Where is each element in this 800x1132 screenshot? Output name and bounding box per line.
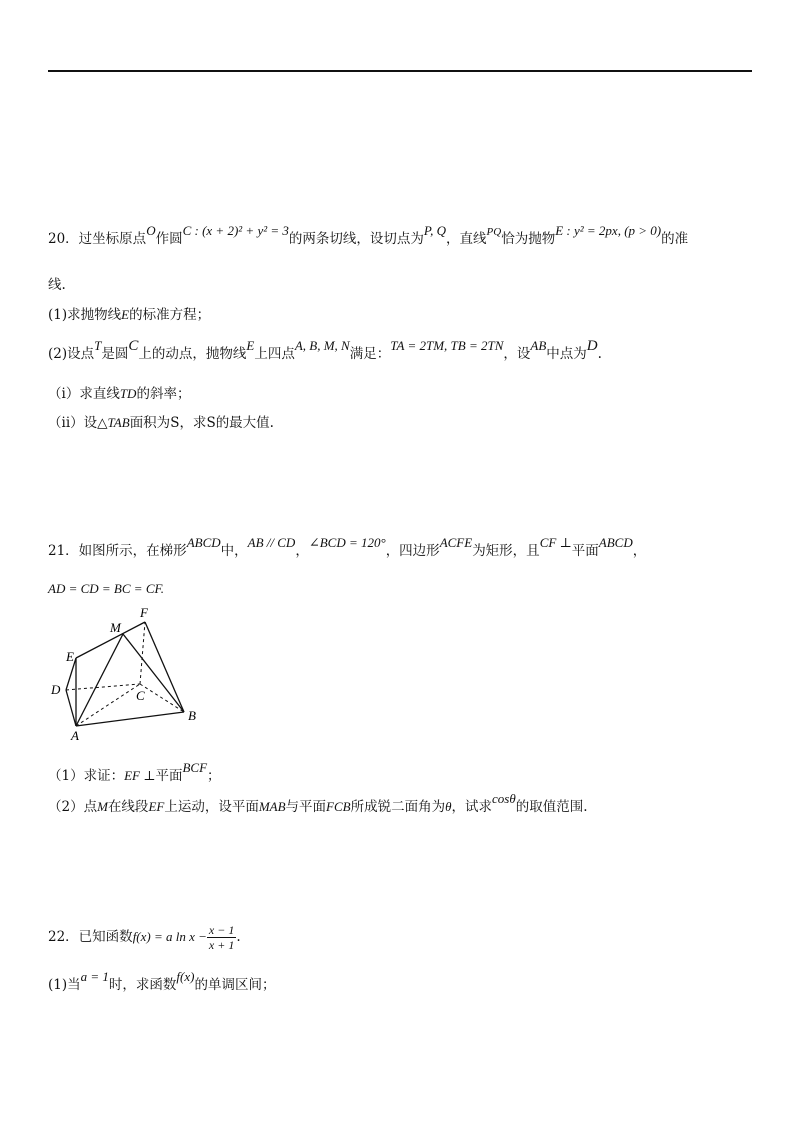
text: 的单调区间； <box>194 977 276 993</box>
q21-line1 <box>48 535 647 560</box>
label-d: D <box>51 682 61 697</box>
text: ，设 <box>503 346 531 362</box>
line-td: TD <box>119 386 137 401</box>
text: 是圆 <box>101 346 129 362</box>
point-m: M <box>97 799 108 814</box>
text: (1)求抛物线 <box>48 307 122 323</box>
edge-da <box>66 690 76 726</box>
q21-part2 <box>48 791 588 816</box>
edge-cf <box>140 622 145 684</box>
text: 与平面 <box>285 799 327 815</box>
cos-theta: cosθ <box>492 791 516 806</box>
text: 上运动，设平面 <box>164 799 259 815</box>
text: . <box>236 929 241 945</box>
edge-ab <box>76 712 184 726</box>
plane-fcb: FCB <box>326 799 351 814</box>
text: 的取值范围. <box>515 799 588 815</box>
text: (2)设点 <box>48 346 95 362</box>
text: . <box>597 346 602 362</box>
label-f: F <box>140 605 148 620</box>
q20-part2 <box>48 338 602 363</box>
segment-ef: EF <box>148 799 165 814</box>
text: ， <box>295 543 309 559</box>
text: 面积为 <box>129 415 171 431</box>
plane-mab: MAB <box>258 799 286 814</box>
trapezoid-abcd: ABCD <box>186 535 221 550</box>
point-d: D <box>586 338 598 354</box>
plane-bcf: BCF <box>182 760 208 775</box>
text: 时，求函数 <box>108 977 177 993</box>
text: ， <box>632 543 647 559</box>
header-rule <box>48 70 752 72</box>
plane-abcd: ABCD <box>598 535 633 550</box>
circle-c: C <box>128 338 139 354</box>
vector-condition: TA = 2TM, TB = 2TN <box>390 338 504 353</box>
text: ，求 <box>179 415 207 431</box>
text: ，四边形 <box>385 543 440 559</box>
q21-number: 21．如图所示，在梯形 <box>48 543 187 559</box>
label-c: C <box>136 688 145 703</box>
angle-condition: ∠BCD = 120° <box>308 535 386 550</box>
point-t: T <box>94 338 102 353</box>
text: 的标准方程； <box>129 307 211 323</box>
tangent-points: P, Q <box>423 223 447 238</box>
four-points: A, B, M, N <box>294 338 350 353</box>
parabola-e: E <box>246 338 255 353</box>
parallel-condition: AB // CD <box>247 535 296 550</box>
text: (1)当 <box>48 977 81 993</box>
point-o: O <box>146 223 156 238</box>
parabola-equation: E : y² = 2px, (p > 0) <box>555 223 662 238</box>
text: （ii）设△ <box>48 415 108 431</box>
text: 的两条切线，设切点为 <box>288 231 424 247</box>
fraction-denominator: x + 1 <box>208 938 235 952</box>
text: （1）求证： <box>48 768 125 784</box>
line-pq: PQ <box>486 226 502 238</box>
q22-line1 <box>48 922 241 952</box>
edge-dc <box>66 684 140 690</box>
edge-fb <box>145 622 184 712</box>
text: 的斜率； <box>136 386 191 402</box>
text: 满足： <box>349 346 391 362</box>
q20-line2: 线. <box>48 277 66 293</box>
q22-number: 22．已知函数 <box>48 929 133 945</box>
q20-line1 <box>48 223 689 249</box>
parabola-e: E <box>121 307 130 322</box>
text: 平面 <box>571 543 599 559</box>
edge-ma <box>76 634 123 726</box>
segment-ab: AB <box>530 338 547 353</box>
q21-part1 <box>48 760 221 785</box>
text: 所成锐二面角为 <box>350 799 446 815</box>
label-a: A <box>71 728 79 743</box>
text: 上的动点，抛物线 <box>138 346 247 362</box>
text: 的最大值. <box>215 415 274 431</box>
text: 作圆 <box>155 231 183 247</box>
text: （i）求直线 <box>48 386 120 402</box>
area-s: S <box>206 415 216 431</box>
text: 平面 <box>155 768 183 784</box>
q22-part1 <box>48 969 276 994</box>
text: 为矩形，且 <box>472 543 540 559</box>
q20-number: 20．过坐标原点 <box>48 231 147 247</box>
perpendicular-condition: CF ⊥ <box>539 535 572 550</box>
fraction <box>207 923 236 952</box>
label-m: M <box>110 620 121 635</box>
q20-part1 <box>48 306 210 324</box>
q20-sub2 <box>48 414 274 432</box>
text: 上四点 <box>254 346 295 362</box>
triangle-tab: TAB <box>107 415 130 430</box>
q21-line2: AD = CD = BC = CF. <box>48 581 165 596</box>
text: ，试求 <box>451 799 492 815</box>
circle-equation: C : (x + 2)² + y² = 3 <box>182 223 289 238</box>
function-f: f(x) <box>176 969 195 984</box>
text: 恰为抛物 <box>501 231 556 247</box>
text: 的准 <box>661 231 689 247</box>
angle-theta: θ <box>445 799 452 814</box>
edge-mb <box>123 634 184 712</box>
fraction-numerator: x − 1 <box>208 923 235 937</box>
geometry-figure <box>48 604 218 744</box>
label-b: B <box>188 708 196 723</box>
label-e: E <box>66 649 74 664</box>
text: ； <box>207 768 221 784</box>
text: 中， <box>220 543 248 559</box>
edge-ac <box>76 684 140 726</box>
q20-sub1 <box>48 385 190 403</box>
text: 在线段 <box>107 799 149 815</box>
text: ，直线 <box>446 231 487 247</box>
text: 中点为 <box>546 346 587 362</box>
text: （2）点 <box>48 799 98 815</box>
a-value: a = 1 <box>80 969 109 984</box>
quad-acfe: ACFE <box>439 535 473 550</box>
ef-perp: EF ⊥ <box>124 768 156 783</box>
function-def: f(x) = a ln x − <box>132 929 207 944</box>
area-s: S <box>170 415 180 431</box>
